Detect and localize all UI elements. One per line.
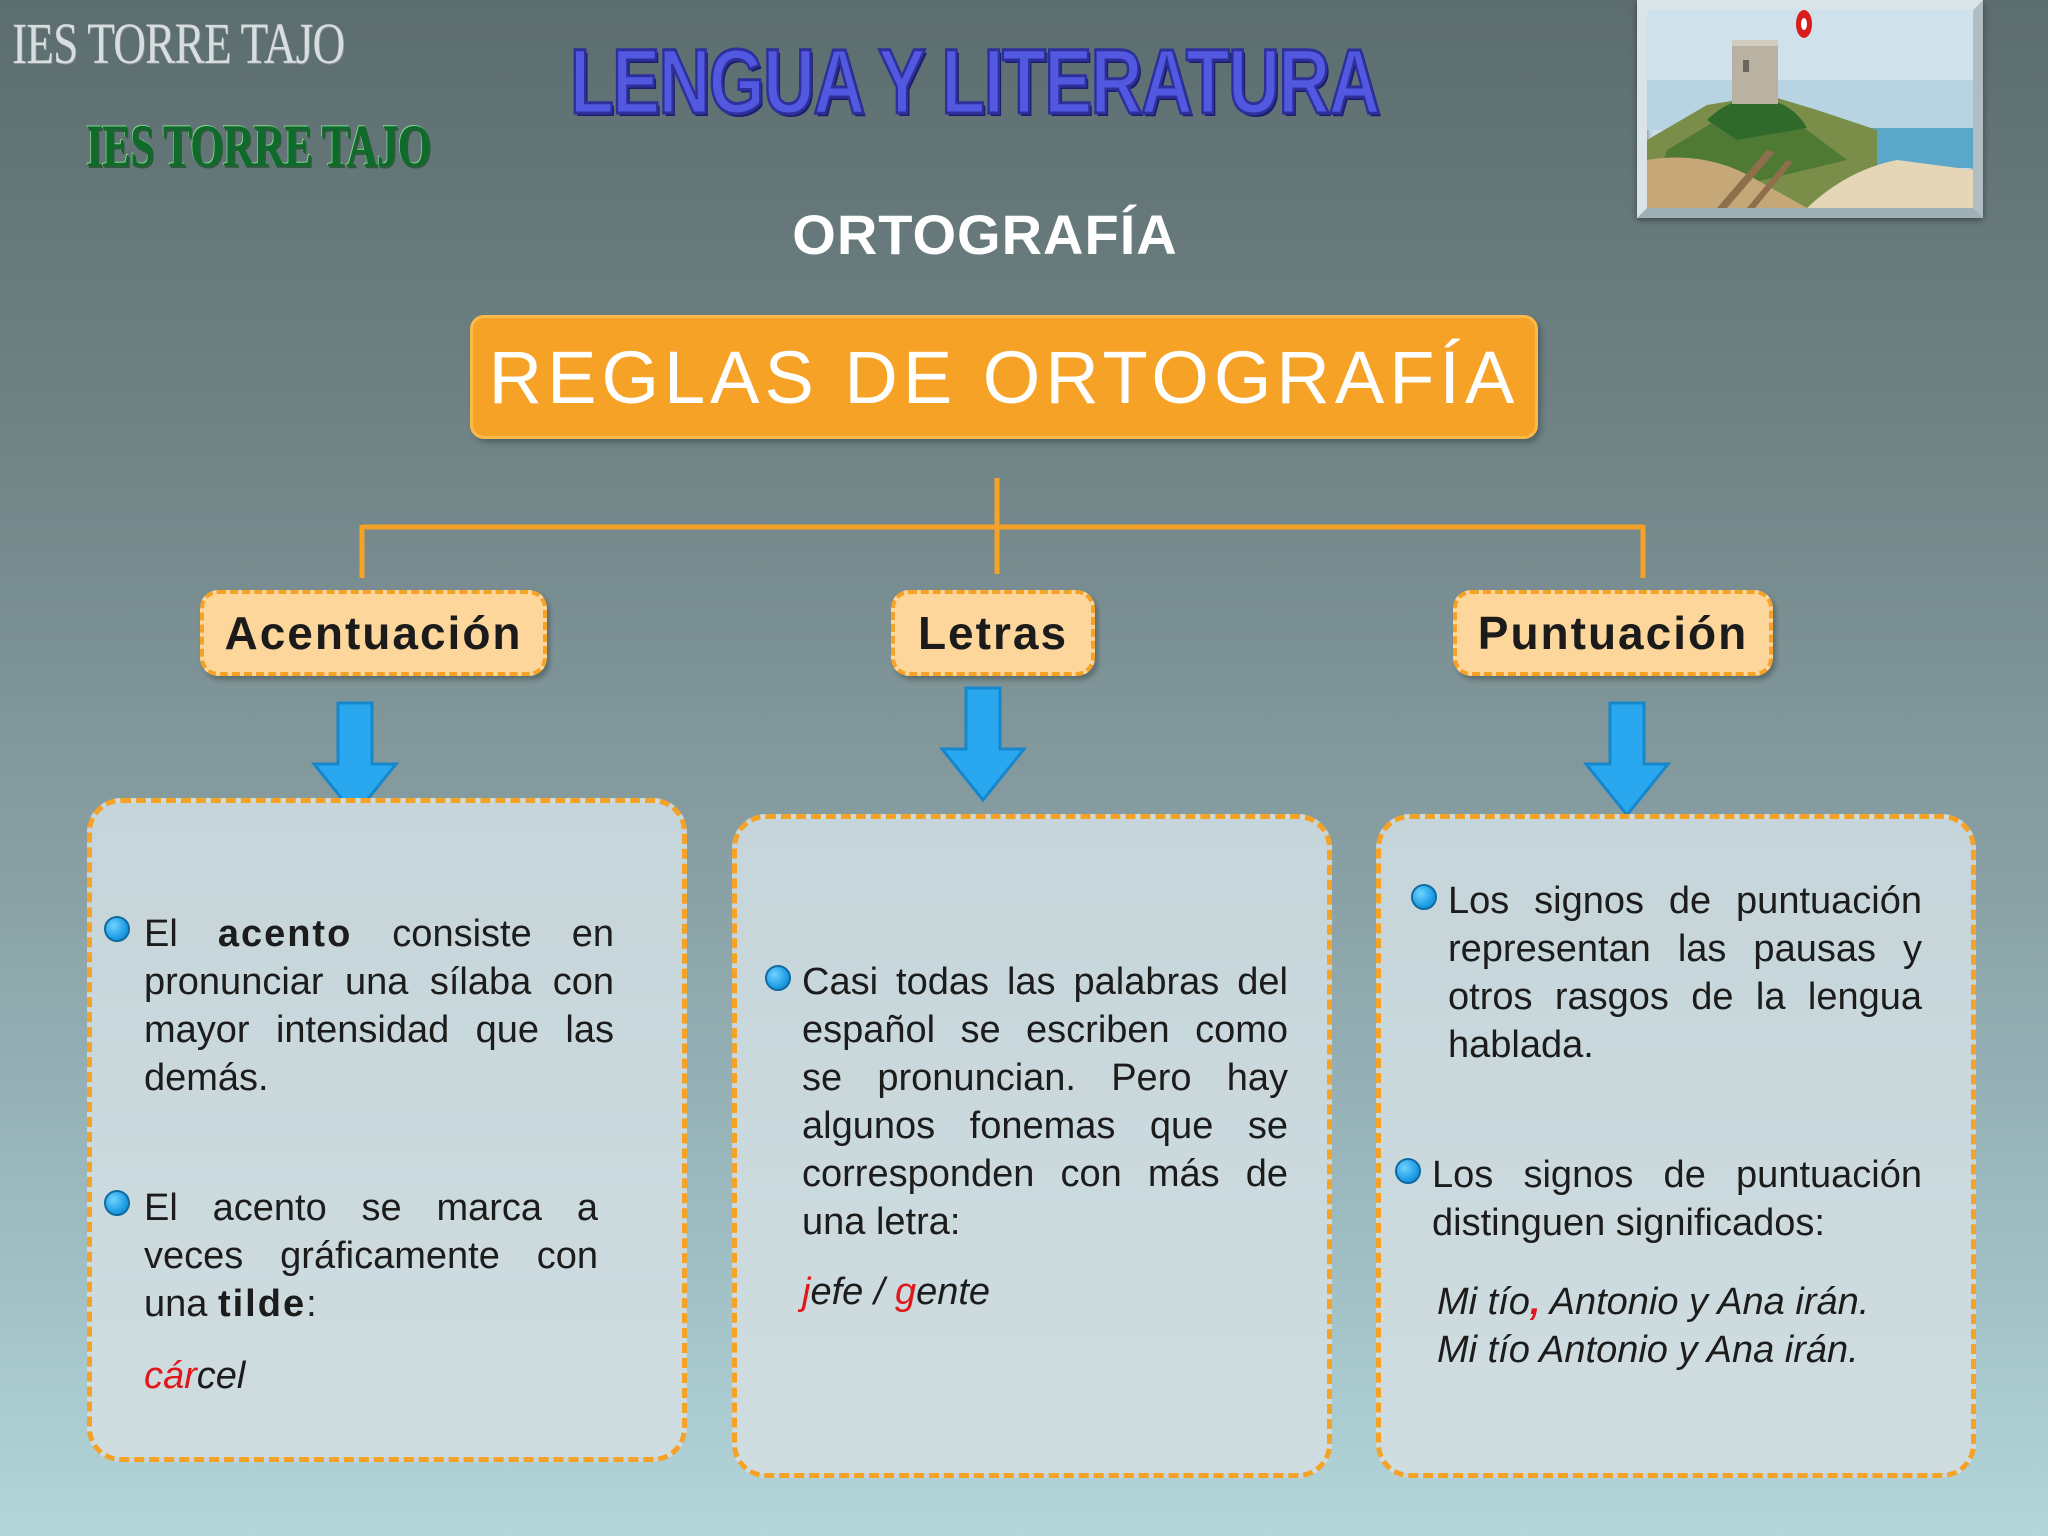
letras-example xyxy=(802,1268,990,1316)
section-title: ORTOGRAFÍA xyxy=(792,203,1178,266)
arrow-down-icon xyxy=(1582,700,1672,820)
puntuacion-ex1-part-a: Mi tío xyxy=(1437,1281,1530,1323)
puntuacion-example-2 xyxy=(1437,1326,1859,1374)
torre-tajo-painting xyxy=(1637,0,1983,218)
acentuacion-b2-post: : xyxy=(306,1283,317,1325)
acentuacion-bullet-1 xyxy=(144,910,614,1102)
puntuacion-b2-text: Los signos de puntuación distinguen significados: xyxy=(1432,1154,1922,1244)
letras-example-g: g xyxy=(894,1271,917,1313)
letras-b1-text: Casi todas las palabras del español se escriben como se pronuncian. Pero hay algunos fonemas que se corresponden con más de una letra: xyxy=(802,961,1288,1243)
puntuacion-ex1-part-b: Antonio y Ana irán. xyxy=(1540,1281,1870,1323)
acentuacion-b2-pre: El acento se marca a veces gráficamente con una xyxy=(144,1187,598,1325)
root-node-label: REGLAS DE ORTOGRAFÍA xyxy=(488,335,1520,419)
acentuacion-b1-post: consiste en pronunciar una sílaba con mayor intensidad que las demás. xyxy=(144,913,614,1099)
acentuacion-example-rest: cel xyxy=(196,1355,246,1397)
school-name-green: IES TORRE TAJO xyxy=(86,113,431,179)
bullet-icon xyxy=(104,916,130,942)
category-puntuacion xyxy=(1453,590,1773,676)
bullet-icon xyxy=(104,1190,130,1216)
letras-example-j: j xyxy=(802,1271,811,1313)
letras-example-part-b: ente xyxy=(916,1271,991,1313)
root-node xyxy=(470,315,1538,439)
bullet-icon xyxy=(1395,1158,1421,1184)
acentuacion-b1-keyword: acento xyxy=(217,913,353,955)
puntuacion-bullet-2 xyxy=(1432,1151,1922,1247)
arrow-down-icon xyxy=(938,685,1028,805)
category-letras xyxy=(891,590,1095,676)
category-letras-label: Letras xyxy=(917,607,1069,659)
acentuacion-b2-keyword: tilde xyxy=(217,1283,307,1325)
bullet-icon xyxy=(765,965,791,991)
puntuacion-ex2-text: Mi tío Antonio y Ana irán. xyxy=(1437,1329,1859,1371)
letras-bullet-1 xyxy=(802,958,1288,1246)
acentuacion-bullet-2 xyxy=(144,1184,598,1328)
letras-example-part-a: efe / xyxy=(810,1271,895,1313)
puntuacion-ex1-comma: , xyxy=(1529,1281,1541,1323)
acentuacion-b1-pre: El xyxy=(144,913,218,955)
subject-title: LENGUA Y LITERATURA xyxy=(570,31,1379,133)
category-puntuacion-label: Puntuación xyxy=(1477,607,1749,659)
bullet-icon xyxy=(1411,884,1437,910)
category-acentuacion xyxy=(200,590,547,676)
puntuacion-b1-text: Los signos de puntuación representan las pausas y otros rasgos de la lengua hablada. xyxy=(1448,880,1922,1066)
puntuacion-bullet-1 xyxy=(1448,877,1922,1069)
acentuacion-example-stressed: cár xyxy=(144,1355,197,1397)
school-name-top: IES TORRE TAJO xyxy=(12,11,345,76)
acentuacion-example xyxy=(144,1352,245,1400)
puntuacion-example-1 xyxy=(1437,1278,1869,1326)
category-acentuacion-label: Acentuación xyxy=(224,607,523,659)
